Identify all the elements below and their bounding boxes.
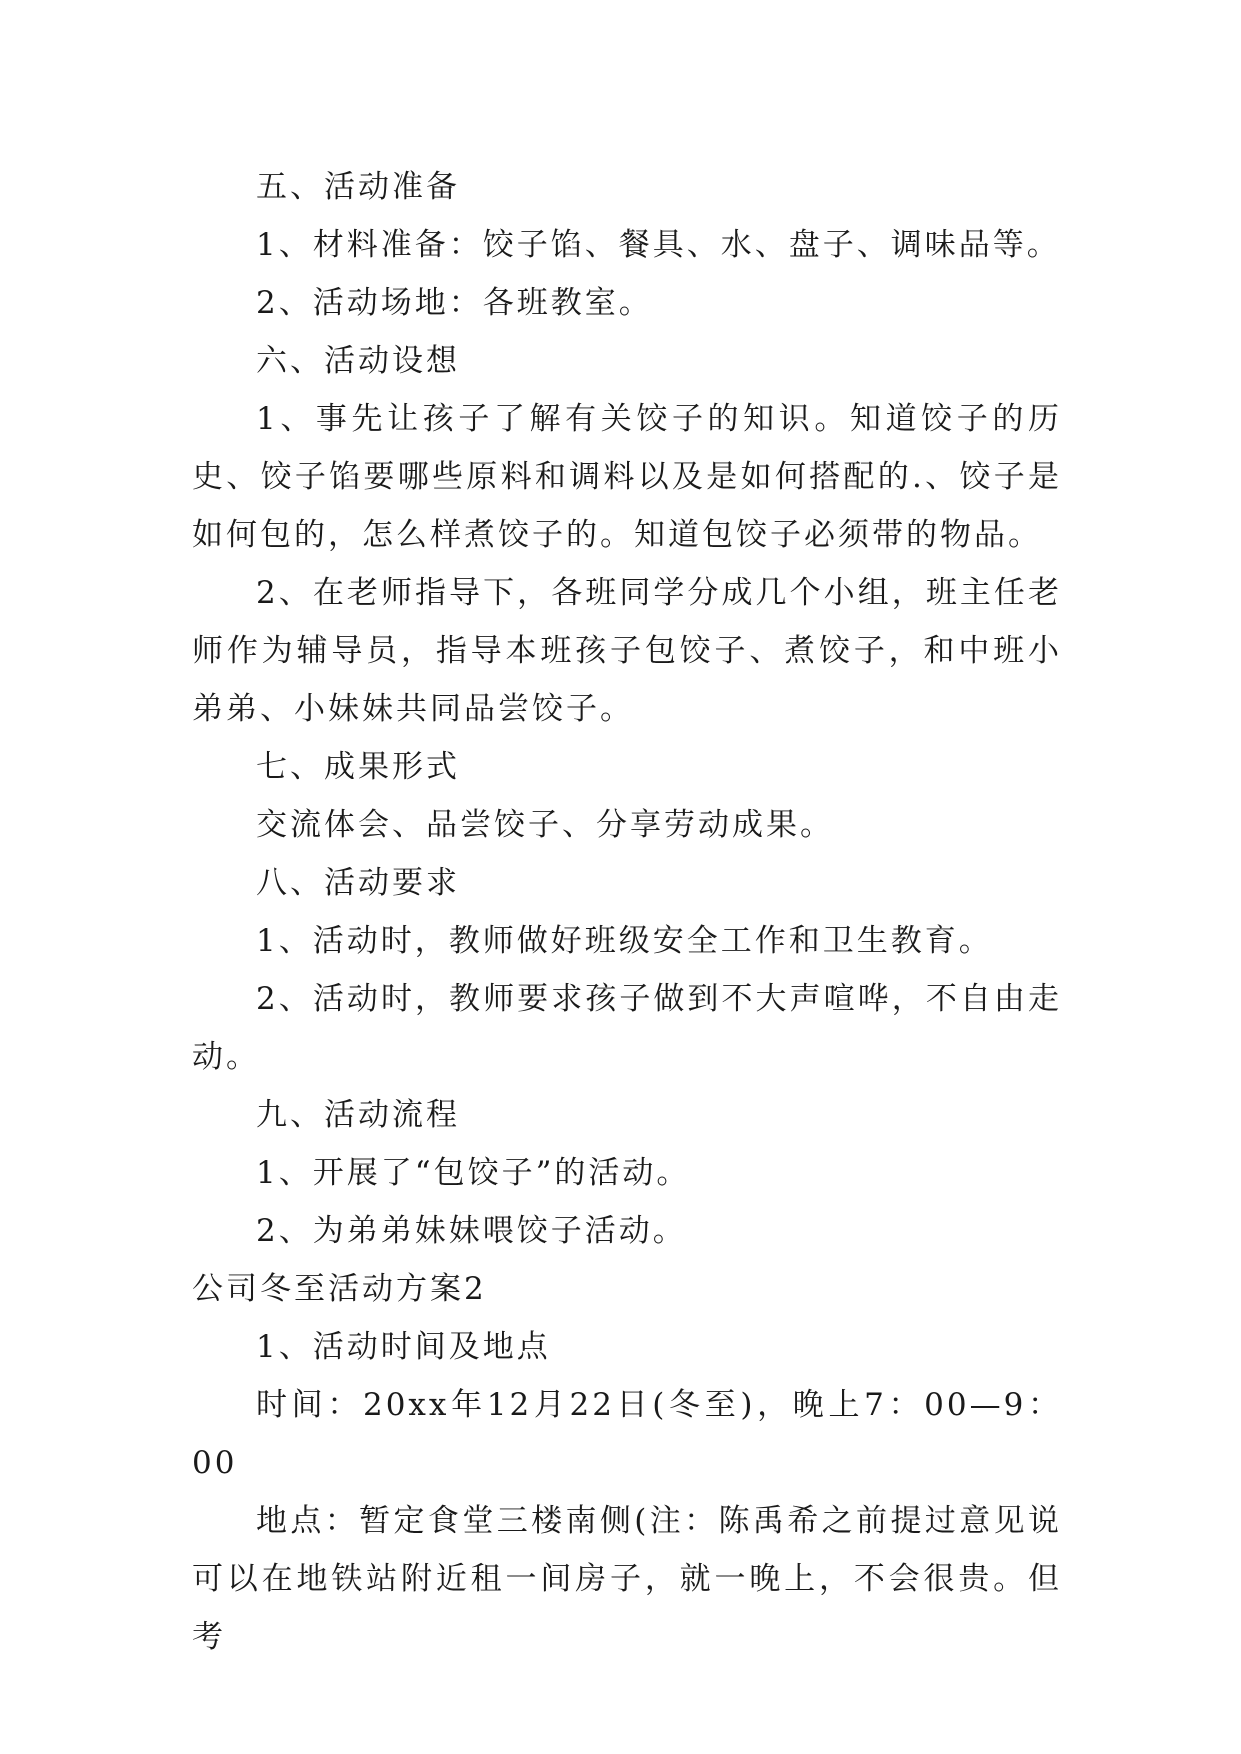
section-heading: 五、活动准备 [256,169,460,205]
paragraph: 地点：暂定食堂三楼南侧(注：陈禹希之前提过意见说可以在地铁站附近租一间房子，就一晚上，不会很贵。但考 [192,1503,1062,1655]
section-heading: 六、活动设想 [256,343,460,379]
paragraph: 交流体会、品尝饺子、分享劳动成果。 [256,807,834,843]
paragraph: 1、开展了“包饺子”的活动。 [256,1155,691,1191]
paragraph: 2、活动场地：各班教室。 [256,285,653,321]
paragraph: 2、为弟弟妹妹喂饺子活动。 [256,1213,687,1249]
document-body [192,158,1062,1666]
paragraph: 1、材料准备：饺子馅、餐具、水、盘子、调味品等。 [256,227,1061,263]
paragraph: 2、活动时，教师要求孩子做到不大声喧哗，不自由走动。 [192,981,1062,1075]
paragraph: 1、活动时，教师做好班级安全工作和卫生教育。 [256,923,993,959]
paragraph: 1、活动时间及地点 [256,1329,551,1365]
paragraph: 1、事先让孩子了解有关饺子的知识。知道饺子的历史、饺子馅要哪些原料和调料以及是如何搭配的.、饺子是如何包的，怎么样煮饺子的。知道包饺子必须带的物品。 [192,401,1062,553]
paragraph: 时间：20xx年12月22日(冬至)，晚上7：00—9：00 [192,1387,1062,1481]
section-heading: 九、活动流程 [256,1097,460,1133]
paragraph: 2、在老师指导下，各班同学分成几个小组，班主任老师作为辅导员，指导本班孩子包饺子、煮饺子，和中班小弟弟、小妹妹共同品尝饺子。 [192,575,1062,727]
section-heading: 七、成果形式 [256,749,460,785]
section-heading: 八、活动要求 [256,865,460,901]
document-subtitle: 公司冬至活动方案2 [192,1271,487,1307]
